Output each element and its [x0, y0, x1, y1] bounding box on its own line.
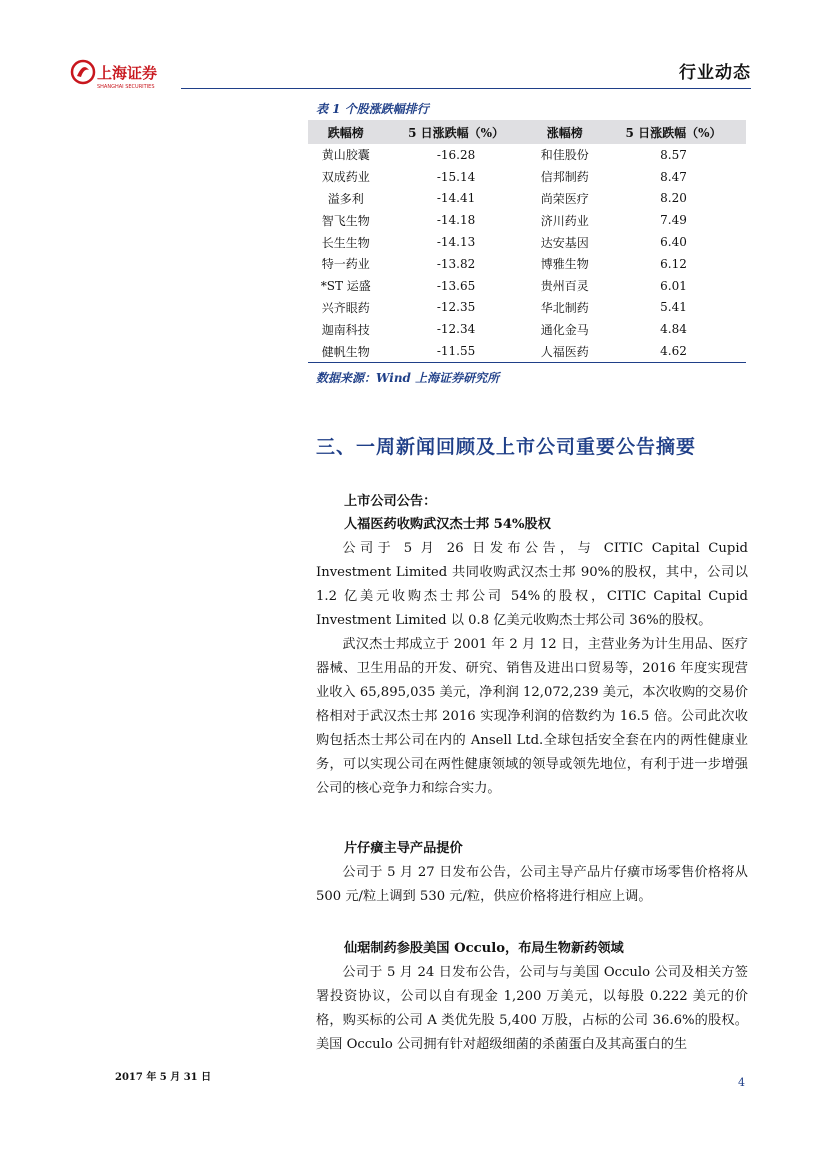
- news-item-title: 片仔癀主导产品提价: [344, 841, 463, 856]
- gainer-name: 信邦制药: [540, 170, 589, 185]
- decliner-name: 智飞生物: [321, 213, 370, 228]
- gainer-name: 人福医药: [529, 340, 602, 362]
- gainer-pct: 7.49: [660, 213, 687, 228]
- col-header-gainers: 涨幅榜: [529, 120, 602, 144]
- news-paragraph: 公司于 5 月 26 日发布公告，与 CITIC Capital Cupid Investment Limited 共同收购武汉杰士邦 90%的股权，其中，公司以 1.2 亿美元收购杰士邦公司 54%的股权，CITIC Capital Cupid Investment Limited 以 0.8 亿美元收购杰士邦公司 36%的股权。: [316, 541, 748, 628]
- gainer-name: 华北制药: [540, 300, 589, 315]
- decliner-name: 黄山胶囊: [321, 148, 370, 163]
- decliner-pct: -13.82: [436, 256, 476, 271]
- logo-emblem-icon: [70, 58, 180, 90]
- gainer-name: 博雅生物: [540, 257, 589, 272]
- decliner-pct: -12.34: [436, 322, 476, 337]
- table-row: [308, 275, 746, 297]
- section-heading: 三、一周新闻回顾及上市公司重要公告摘要: [316, 436, 697, 458]
- gainer-pct: 8.57: [660, 147, 687, 162]
- page-number: 4: [738, 1076, 745, 1089]
- col-header-decline-pct: 5 日涨跌幅（%）: [384, 120, 529, 144]
- news-item-2: [316, 837, 748, 909]
- decliner-pct: -16.28: [436, 147, 476, 162]
- footer-date: 2017 年 5 月 31 日: [115, 1072, 212, 1083]
- table-row: [308, 297, 746, 319]
- gainer-pct: 5.41: [660, 300, 687, 315]
- decliner-name: 溢多利: [327, 191, 364, 206]
- gainer-name: 达安基因: [540, 235, 589, 250]
- news-item-1: [316, 513, 748, 801]
- decliner-pct: -12.35: [436, 300, 476, 315]
- news-paragraph: 武汉杰士邦成立于 2001 年 2 月 12 日，主营业务为计生用品、医疗器械、卫生用品的开发、研究、销售及进出口贸易等，2016 年度实现营业收入 65,895,035 美元，净利润 12,072,239 美元，本次收购的交易价格相对于武汉杰士邦 2016 实现净利润的倍数约为 16.5 倍。公司此次收购包括杰士邦公司在内的 Ansell Ltd.全球包括安全套在内的两性健康业务，可以实现公司在两性健康领域的领导或领先地位，有利于进一步增强公司的核心竞争力和综合实力。: [316, 637, 748, 796]
- gainer-name: 济川药业: [540, 213, 589, 228]
- decliner-name: 双成药业: [321, 170, 370, 185]
- gainer-pct: 6.40: [660, 235, 687, 250]
- header-divider: [181, 88, 751, 89]
- col-header-decliners: 跌幅榜: [308, 120, 384, 144]
- gainer-name: 和佳股份: [540, 148, 589, 163]
- decliner-pct: -14.13: [436, 235, 476, 250]
- decliner-pct: -15.14: [436, 169, 476, 184]
- gainer-pct: 4.84: [660, 322, 687, 337]
- table-row: [308, 166, 746, 188]
- decliner-name: 特一药业: [321, 257, 370, 272]
- announcements-lead: 上市公司公告：: [344, 494, 437, 509]
- logo-subtext: SHANGHAI SECURITIES: [97, 84, 155, 90]
- gainer-pct: 6.01: [660, 278, 687, 293]
- table-row: [308, 231, 746, 253]
- decliner-pct: -14.41: [436, 191, 476, 206]
- decliner-name: 迦南科技: [321, 322, 370, 337]
- gainer-name: 贵州百灵: [540, 279, 589, 294]
- news-item-title: 人福医药收购武汉杰士邦 54%股权: [344, 517, 551, 532]
- logo-text: 上海证券: [97, 64, 158, 82]
- gainer-pct: 6.12: [660, 256, 687, 271]
- col-header-gain-pct: 5 日涨跌幅（%）: [601, 120, 746, 144]
- decliner-pct: -13.65: [436, 278, 476, 293]
- decliner-pct: -11.55: [384, 340, 529, 362]
- header-logo: [70, 58, 180, 90]
- news-paragraph: 公司于 5 月 27 日发布公告，公司主导产品片仔癀市场零售价格将从 500 元/粒上调到 530 元/粒，供应价格将进行相应上调。: [316, 865, 748, 904]
- decliner-name: 健帆生物: [308, 340, 384, 362]
- decliner-pct: -14.18: [436, 213, 476, 228]
- stock-ranking-table: [308, 120, 746, 363]
- table-row: [308, 209, 746, 231]
- table-row: [308, 318, 746, 340]
- news-paragraph: 公司于 5 月 24 日发布公告，公司与与美国 Occulo 公司及相关方签署投资协议，公司以自有现金 1,200 万美元，以每股 0.222 美元的价格，购买标的公司 A 类优先股 5,400 万股，占标的公司 36.6%的股权。美国 Occulo 公司拥有针对超级细菌的杀菌蛋白及其高蛋白的生: [316, 965, 748, 1052]
- news-item-title: 仙琚制药参股美国 Occulo，布局生物新药领域: [344, 941, 624, 956]
- table-row: [308, 144, 746, 166]
- gainer-name: 通化金马: [540, 322, 589, 337]
- table-header-row: [308, 120, 746, 144]
- header-section-title: 行业动态: [679, 63, 751, 83]
- decliner-name: 长生生物: [321, 235, 370, 250]
- table-title: 表 1 个股涨跌幅排行: [316, 102, 429, 116]
- data-source: 数据来源：Wind 上海证券研究所: [316, 371, 500, 385]
- news-item-3: [316, 937, 748, 1057]
- gainer-pct: 8.47: [660, 169, 687, 184]
- decliner-name: *ST 运盛: [320, 279, 371, 294]
- table-row: [308, 340, 746, 362]
- gainer-name: 尚荣医疗: [540, 191, 589, 206]
- gainer-pct: 4.62: [601, 340, 746, 362]
- table-row: [308, 253, 746, 275]
- gainer-pct: 8.20: [660, 191, 687, 206]
- decliner-name: 兴齐眼药: [321, 300, 370, 315]
- table-row: [308, 188, 746, 210]
